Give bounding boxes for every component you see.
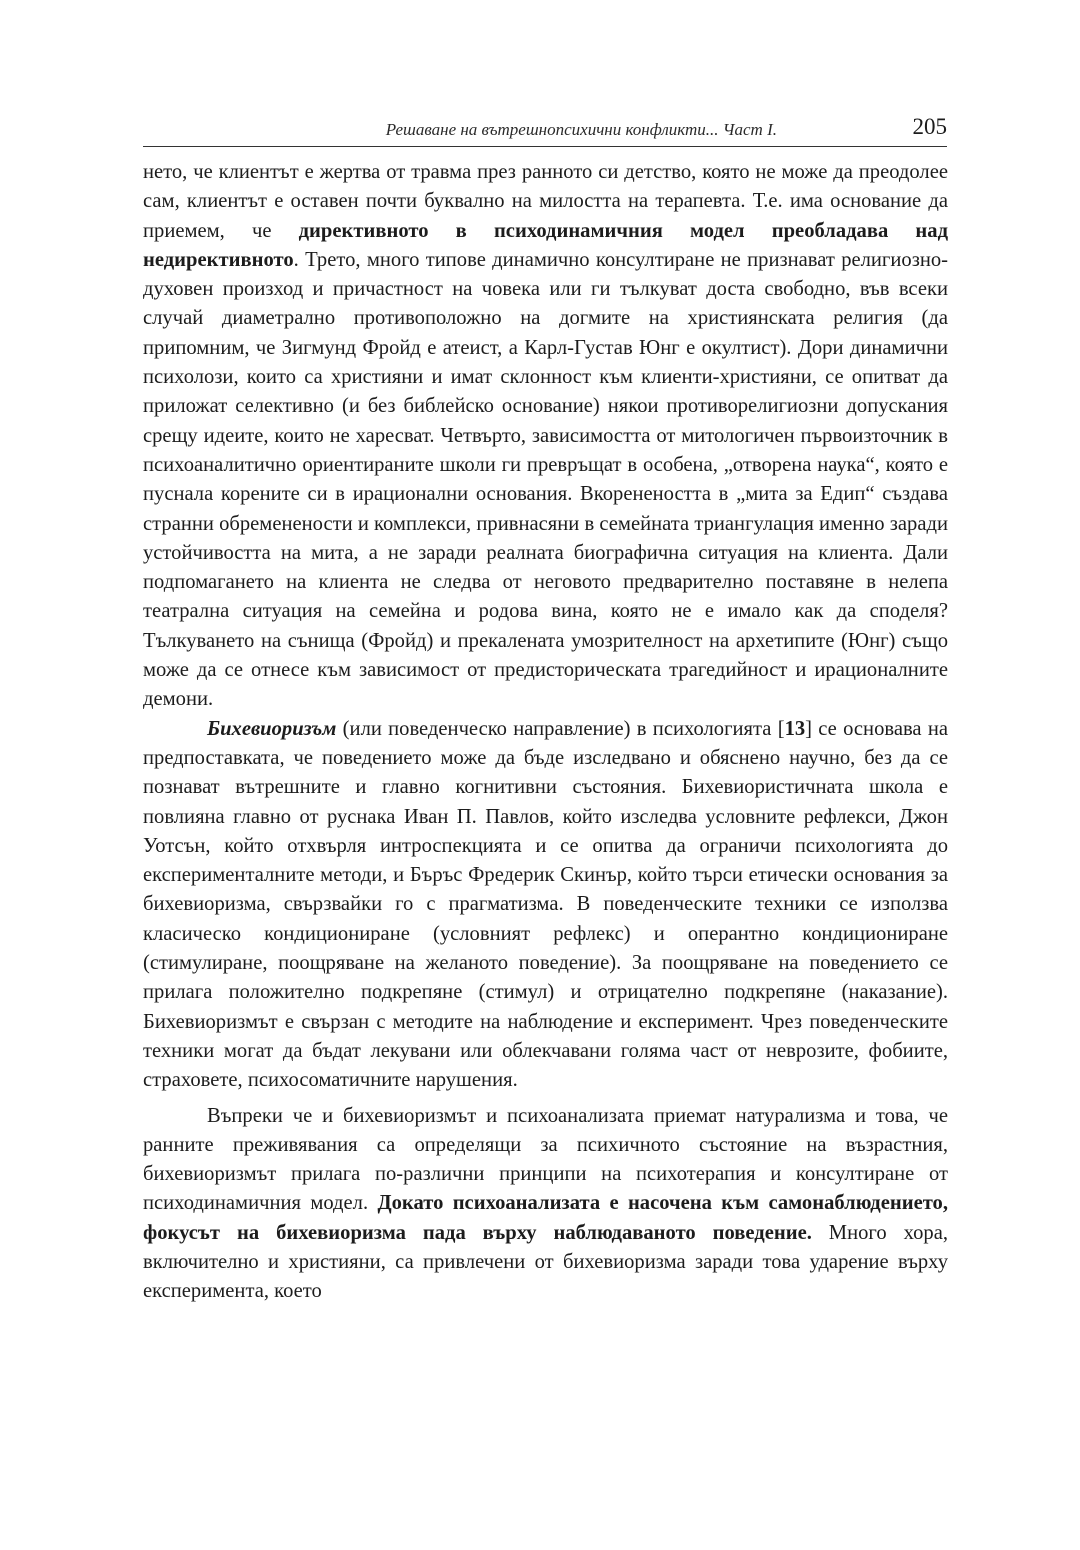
term-behaviorism: Бихевиоризъм [207,717,337,740]
text-run: . Трето, много типове динамично консултиране не признават религиозно-духовен произход и причастност на човека или ги тълкуват доста свободно, във всеки случай диаметрално противоположно на догмите на християнската религия (да припомним, че Зигмунд Фройд е атеист, а Карл-Густав Юнг е окултист). Дори динамични психолози, които са християни и имат склонност към клиенти-християни, се опитват да приложат селективно (и без библейско основание) някои противорелигиозни допускания срещу идеите, които не харесват. Четвърто, зависимостта от митологичен първоизточник в психоаналитично ориентираните школи ги превръщат в особена, „отворена наука“, която е пуснала корените си в ирационални основания. Вкоренеността в „мита за Едип“ създава странни обременености и комплекси, привнасяни в семейната триангулация именно заради устойчивостта на мита, а не заради реалната биографична ситуация на клиента. Дали подпомагането на клиента не следва от неговото предварително поставяне в нелепа театрална ситуация на семейна и родова вина, която не е имало как да споделя? Тълкуването на сънища (Фройд) и прекалената умозрителност на архетипите (Юнг) също може да се отнесе към зависимост от предисторическата трагедийност и ирационалните демони. [143,248,948,711]
text-run: Въпреки че и бихевиоризмът и психоанализата приемат натурализма и това, че ранните преживявания са определящи за психичното състояние на възрастния, бихевиоризмът прилага по-различни принципи на психотерапия и консултиране от психодинамичния модел. [143,1104,948,1215]
text-run: (или поведенческо направление) в психологията [ [336,717,785,740]
body-text [143,158,948,1307]
paragraph [143,158,948,715]
bold-emphasis: директивното в психодинамичния модел преобладава над недирективното [143,219,948,271]
running-header [143,116,947,147]
paragraph [143,1102,948,1307]
text-run: Много хора, включително и християни, са привлечени от бихевиоризма заради това ударение върху експеримента, което [143,1221,948,1303]
running-title: Решаване на вътрешнопсихични конфликти... Част I. [385,120,777,139]
text-run: нето, че клиентът е жертва от травма през ранното си детство, която не може да преодолее сам, клиентът е оставен почти буквално на милостта на терапевта. Т.е. има основание да приемем, че [143,161,948,242]
page-number: 205 [912,114,947,139]
reference-number: 13 [784,717,806,740]
bold-emphasis: Докато психоанализата е насочена към самонаблюдението, фокусът на бихевиоризма пада върху наблюдаваното поведение. [143,1192,949,1244]
paragraph [143,715,948,1096]
text-run: ] се основава на предпоставката, че поведението може да бъде изследвано и обяснено научно, без да се познават вътрешните и главно когнитивни състояния. Бихевиористичната школа е повлияна главно от руснака Иван П. Павлов, който изследва условните рефлекси, Джон Уотсън, който отхвърля интроспекцията и се опитва да ограничи психологията до експерименталните методи, и Бъръс Фредерик Скинър, който търси етически основания за бихевиоризма, свързвайки го с прагматизма. В поведенческите техники се използва класическо кондициониране (условният рефлекс) и оперантно кондициониране (стимулиране, поощряване на желаното поведение). За поощряване на поведението се прилага положително подкрепяне (стимул) и отрицателно подкрепяне (наказание). Бихевиоризмът е свързан с методите на наблюдение и експеримент. Чрез поведенческите техники могат да бъдат лекувани или облекчавани голяма част от неврозите, фобиите, страховете, психосоматичните нарушения. [143,717,948,1092]
